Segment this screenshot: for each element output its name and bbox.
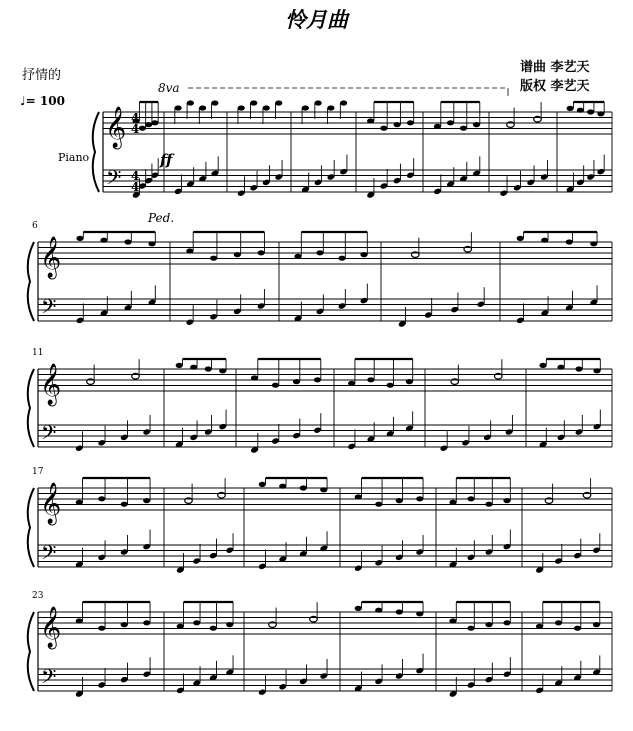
grand-staff-brace bbox=[28, 612, 34, 691]
treble-note bbox=[219, 368, 226, 373]
treble-note bbox=[375, 502, 382, 507]
treble-note bbox=[355, 494, 362, 499]
treble-note bbox=[193, 620, 200, 625]
grand-staff-brace bbox=[93, 112, 99, 192]
treble-note bbox=[503, 498, 510, 503]
treble-note bbox=[590, 241, 597, 246]
expression-marking: 抒情的 bbox=[22, 68, 62, 83]
treble-note bbox=[367, 377, 374, 382]
treble-note bbox=[541, 238, 548, 243]
grand-staff-brace bbox=[28, 488, 34, 567]
treble-note bbox=[587, 109, 594, 114]
treble-note bbox=[416, 611, 423, 616]
treble-note bbox=[449, 618, 456, 623]
treble-note bbox=[380, 126, 387, 131]
treble-note bbox=[76, 618, 83, 623]
treble-note bbox=[124, 239, 131, 244]
bass-clef-icon: 𝄢 bbox=[41, 665, 57, 693]
treble-note bbox=[145, 122, 152, 127]
treble-note bbox=[177, 624, 184, 629]
treble-note bbox=[258, 250, 265, 255]
treble-clef-icon: 𝄞 bbox=[40, 364, 62, 405]
treble-note bbox=[272, 383, 279, 388]
treble-note bbox=[447, 120, 454, 125]
treble-clef-icon: 𝄞 bbox=[40, 237, 62, 278]
treble-note bbox=[449, 500, 456, 505]
treble-note bbox=[503, 620, 510, 625]
treble-note bbox=[406, 379, 413, 384]
treble-note bbox=[396, 498, 403, 503]
treble-note bbox=[575, 366, 582, 371]
treble-note bbox=[211, 100, 218, 105]
treble-note bbox=[485, 622, 492, 627]
treble-note bbox=[148, 241, 155, 246]
treble-note bbox=[360, 252, 367, 257]
treble-note bbox=[143, 498, 150, 503]
treble-note bbox=[139, 126, 146, 131]
treble-note bbox=[597, 111, 604, 116]
time-signature-denominator: 4 bbox=[131, 180, 140, 194]
treble-note bbox=[226, 622, 233, 627]
treble-clef-icon: 𝄞 bbox=[40, 607, 62, 648]
treble-note bbox=[460, 126, 467, 131]
time-signature-denominator: 4 bbox=[131, 122, 140, 136]
treble-note bbox=[320, 487, 327, 492]
treble-note bbox=[279, 484, 286, 489]
treble-note bbox=[416, 496, 423, 501]
treble-note bbox=[121, 502, 128, 507]
treble-note bbox=[176, 363, 183, 368]
treble-note bbox=[205, 366, 212, 371]
ottava-marking: 8va bbox=[158, 81, 180, 95]
treble-note bbox=[396, 609, 403, 614]
treble-note bbox=[394, 122, 401, 127]
treble-note bbox=[327, 105, 334, 110]
treble-note bbox=[302, 105, 309, 110]
treble-note bbox=[238, 105, 245, 110]
treble-note bbox=[593, 368, 600, 373]
treble-note bbox=[199, 105, 206, 110]
treble-clef-icon: 𝄞 bbox=[40, 483, 62, 524]
treble-note bbox=[407, 120, 414, 125]
treble-note bbox=[275, 100, 282, 105]
bass-clef-icon: 𝄢 bbox=[106, 166, 122, 194]
treble-note bbox=[190, 365, 197, 370]
treble-note bbox=[485, 502, 492, 507]
grand-staff-brace bbox=[28, 242, 34, 321]
treble-note bbox=[577, 108, 584, 113]
treble-note bbox=[175, 105, 182, 110]
treble-note bbox=[234, 252, 241, 257]
treble-note bbox=[593, 622, 600, 627]
treble-note bbox=[467, 626, 474, 631]
treble-note bbox=[557, 365, 564, 370]
time-signature-numerator: 4 bbox=[131, 169, 140, 183]
treble-note bbox=[143, 620, 150, 625]
treble-note bbox=[375, 608, 382, 613]
tempo-marking: ♩= 100 bbox=[20, 94, 65, 108]
time-signature-numerator: 4 bbox=[131, 111, 140, 125]
treble-note bbox=[338, 256, 345, 261]
treble-note bbox=[566, 239, 573, 244]
treble-note bbox=[187, 100, 194, 105]
treble-note bbox=[263, 105, 270, 110]
treble-note bbox=[539, 363, 546, 368]
treble-note bbox=[387, 383, 394, 388]
treble-clef-icon: 𝄞 bbox=[105, 107, 127, 148]
treble-note bbox=[294, 254, 301, 259]
treble-note bbox=[340, 100, 347, 105]
treble-note bbox=[348, 381, 355, 386]
pedal-marking: Ped. bbox=[148, 211, 175, 225]
treble-note bbox=[210, 256, 217, 261]
copyright-credit: 版权 李艺天 bbox=[520, 79, 590, 94]
treble-note bbox=[555, 620, 562, 625]
treble-note bbox=[434, 124, 441, 129]
treble-note bbox=[567, 106, 574, 111]
treble-note bbox=[367, 118, 374, 123]
treble-note bbox=[536, 624, 543, 629]
treble-note bbox=[355, 606, 362, 611]
treble-note bbox=[574, 626, 581, 631]
treble-note bbox=[259, 482, 266, 487]
treble-note bbox=[250, 100, 257, 105]
treble-note bbox=[210, 626, 217, 631]
grand-staff-brace bbox=[28, 369, 34, 447]
treble-note bbox=[300, 485, 307, 490]
treble-note bbox=[315, 100, 322, 105]
treble-note bbox=[517, 236, 524, 241]
treble-note bbox=[151, 120, 158, 125]
treble-note bbox=[76, 500, 83, 505]
treble-note bbox=[76, 236, 83, 241]
bass-clef-icon: 𝄢 bbox=[41, 541, 57, 569]
bass-clef-icon: 𝄢 bbox=[41, 295, 57, 323]
treble-note bbox=[473, 122, 480, 127]
treble-note bbox=[121, 622, 128, 627]
measure-number: 23 bbox=[32, 591, 44, 601]
measure-number: 17 bbox=[32, 467, 44, 477]
treble-note bbox=[316, 250, 323, 255]
piece-title: 怜月曲 bbox=[285, 7, 348, 32]
measure-number: 6 bbox=[32, 221, 38, 231]
composer-credit: 谱曲 李艺天 bbox=[520, 60, 590, 75]
treble-note bbox=[98, 496, 105, 501]
treble-note bbox=[293, 379, 300, 384]
treble-note bbox=[98, 626, 105, 631]
treble-note bbox=[186, 248, 193, 253]
measure-number: 11 bbox=[32, 348, 44, 358]
treble-note bbox=[100, 238, 107, 243]
treble-note bbox=[251, 375, 258, 380]
dynamic-marking: ff bbox=[160, 151, 173, 169]
instrument-label: Piano bbox=[58, 151, 90, 164]
treble-note bbox=[467, 496, 474, 501]
bass-clef-icon: 𝄢 bbox=[41, 421, 57, 449]
staff-systems bbox=[28, 106, 612, 693]
treble-note bbox=[314, 377, 321, 382]
